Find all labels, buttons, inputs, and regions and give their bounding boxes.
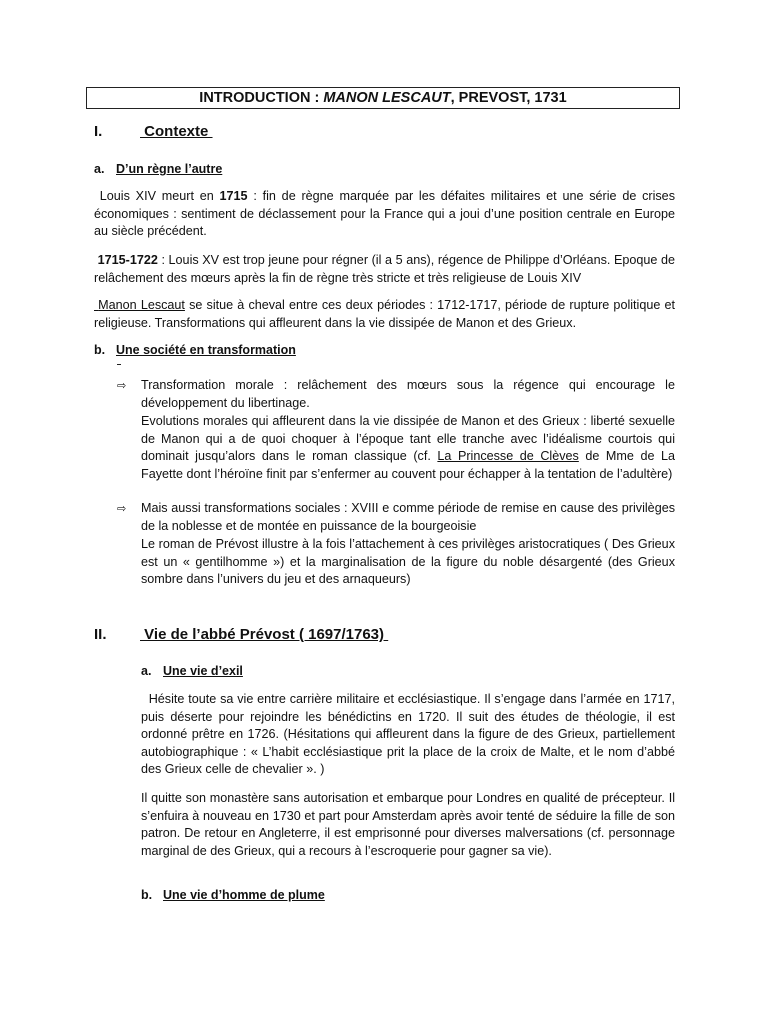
- section-title: Contexte: [140, 123, 213, 140]
- subheading-number: a.: [94, 162, 105, 176]
- text: se situe à cheval entre ces deux périodes : 1712-1717, période de rupture politique et religieuse. Transformations qui affleurent dans la vie dissipée de Manon et des Grieux.: [94, 298, 676, 330]
- section-heading-2: [94, 626, 388, 643]
- subheading-title: Une société en transformation: [116, 343, 296, 357]
- document-title: [86, 87, 680, 109]
- paragraph-vie-exil-1: Hésite toute sa vie entre carrière militaire et ecclésiastique. Il s’engage dans l’armée en 1717, puis déserte pour rejoindre les bénédictins en 1720. Il suit des études de théologie, il est ordonné prêtre en 1726. (Hésitations qui affleurent dans la figure de des Grieux, partiellement autobiographique : « L’habit ecclésiastique prit la place de la croix de Malte, et le nom d’abbé des Grieux celle de chevalier ». ): [141, 692, 679, 777]
- text: Transformation morale : relâchement des mœurs sous la régence qui encourage le développement du libertinage.: [141, 378, 675, 410]
- subheading-2b: [141, 888, 325, 902]
- bullet-continuation-morale: [141, 413, 675, 483]
- work-title: La Princesse de Clèves: [437, 449, 579, 464]
- subheading-number: b.: [141, 888, 153, 902]
- text: : Louis XV est trop jeune pour régner (il a 5 ans), régence de Philippe d’Orléans. Epoque de relâchement des mœurs après la fin de règne très stricte et très religieuse de Louis XIV: [94, 253, 675, 285]
- text: Le roman de Prévost illustre à la fois l’attachement à ces privilèges aristocratiques ( Des Grieux est un « gentilhomme ») et la marginalisation de la figure du noble désargenté (des Grieux sombre dans l’univers du jeu et des arnaqueurs): [141, 537, 675, 587]
- bullet-transformations-sociales: [141, 500, 675, 535]
- subheading-1b: [94, 343, 296, 357]
- section-heading-1: [94, 123, 213, 140]
- bullet-continuation-sociales: [141, 536, 675, 589]
- subheading-2a: [141, 664, 243, 678]
- paragraph-manon-lescaut: [94, 297, 675, 332]
- section-number: I.: [94, 123, 103, 140]
- paragraph-louis-xiv: [94, 188, 675, 241]
- bullet-transformation-morale: [141, 377, 675, 412]
- text: Evolutions morales qui affleurent dans la vie dissipée de Manon et des Grieux : liberté sexuelle de Manon qui a de quoi choquer à l’époque tant elle tranche avec l’idéalisme courtois qui dominait jusqu’alors dans le roman classique (cf.: [141, 414, 675, 464]
- underline-mark: [117, 364, 121, 365]
- title-prefix: INTRODUCTION :: [199, 90, 324, 106]
- title-suffix: , PREVOST, 1731: [450, 90, 567, 106]
- year: 1715: [219, 189, 248, 203]
- text: : fin de règne marquée par les défaites militaires et une série de crises économiques : sentiment de déclassement pour la France qui a joui d’une position centrale en Europe au siècle précédent.: [94, 189, 675, 239]
- subheading-number: a.: [141, 664, 152, 678]
- subheading-title: Une vie d’homme de plume: [163, 888, 325, 902]
- text: Louis XIV meurt en: [94, 189, 220, 203]
- paragraph-regence: [94, 252, 675, 287]
- arrow-right-outline-icon: ⇨: [117, 380, 127, 392]
- section-number: II.: [94, 626, 107, 643]
- text: Mais aussi transformations sociales : XVIII e comme période de remise en cause des privilèges de la noblesse et de montée en puissance de la bourgeoisie: [141, 501, 675, 533]
- subheading-title: D’un règne l’autre: [116, 162, 223, 176]
- subheading-title: Une vie d’exil: [163, 664, 243, 678]
- work-title: Manon Lescaut: [94, 298, 185, 312]
- text: de Mme de La Fayette dont l’héroïne finit par s’enfermer au couvent pour échapper à la tentation de l’adultère): [141, 449, 675, 481]
- section-title: Vie de l’abbé Prévost ( 1697/1763): [140, 626, 389, 643]
- paragraph-vie-exil-2: Il quitte son monastère sans autorisation et embarque pour Londres en qualité de précepteur. Il s’enfuira à nouveau en 1730 et part pour Amsterdam après avoir tenté de séduire la fille de son patron. De retour en Angleterre, il est emprisonné pour diverses malversations (cf. personnage marginal de des Grieux, qui a recours à l’escroquerie pour gagner sa vie).: [141, 791, 675, 858]
- title-italic: MANON LESCAUT: [323, 90, 451, 106]
- arrow-right-outline-icon: ⇨: [117, 503, 127, 515]
- years: 1715-1722: [94, 253, 158, 267]
- subheading-1a: [94, 162, 222, 176]
- subheading-number: b.: [94, 343, 106, 357]
